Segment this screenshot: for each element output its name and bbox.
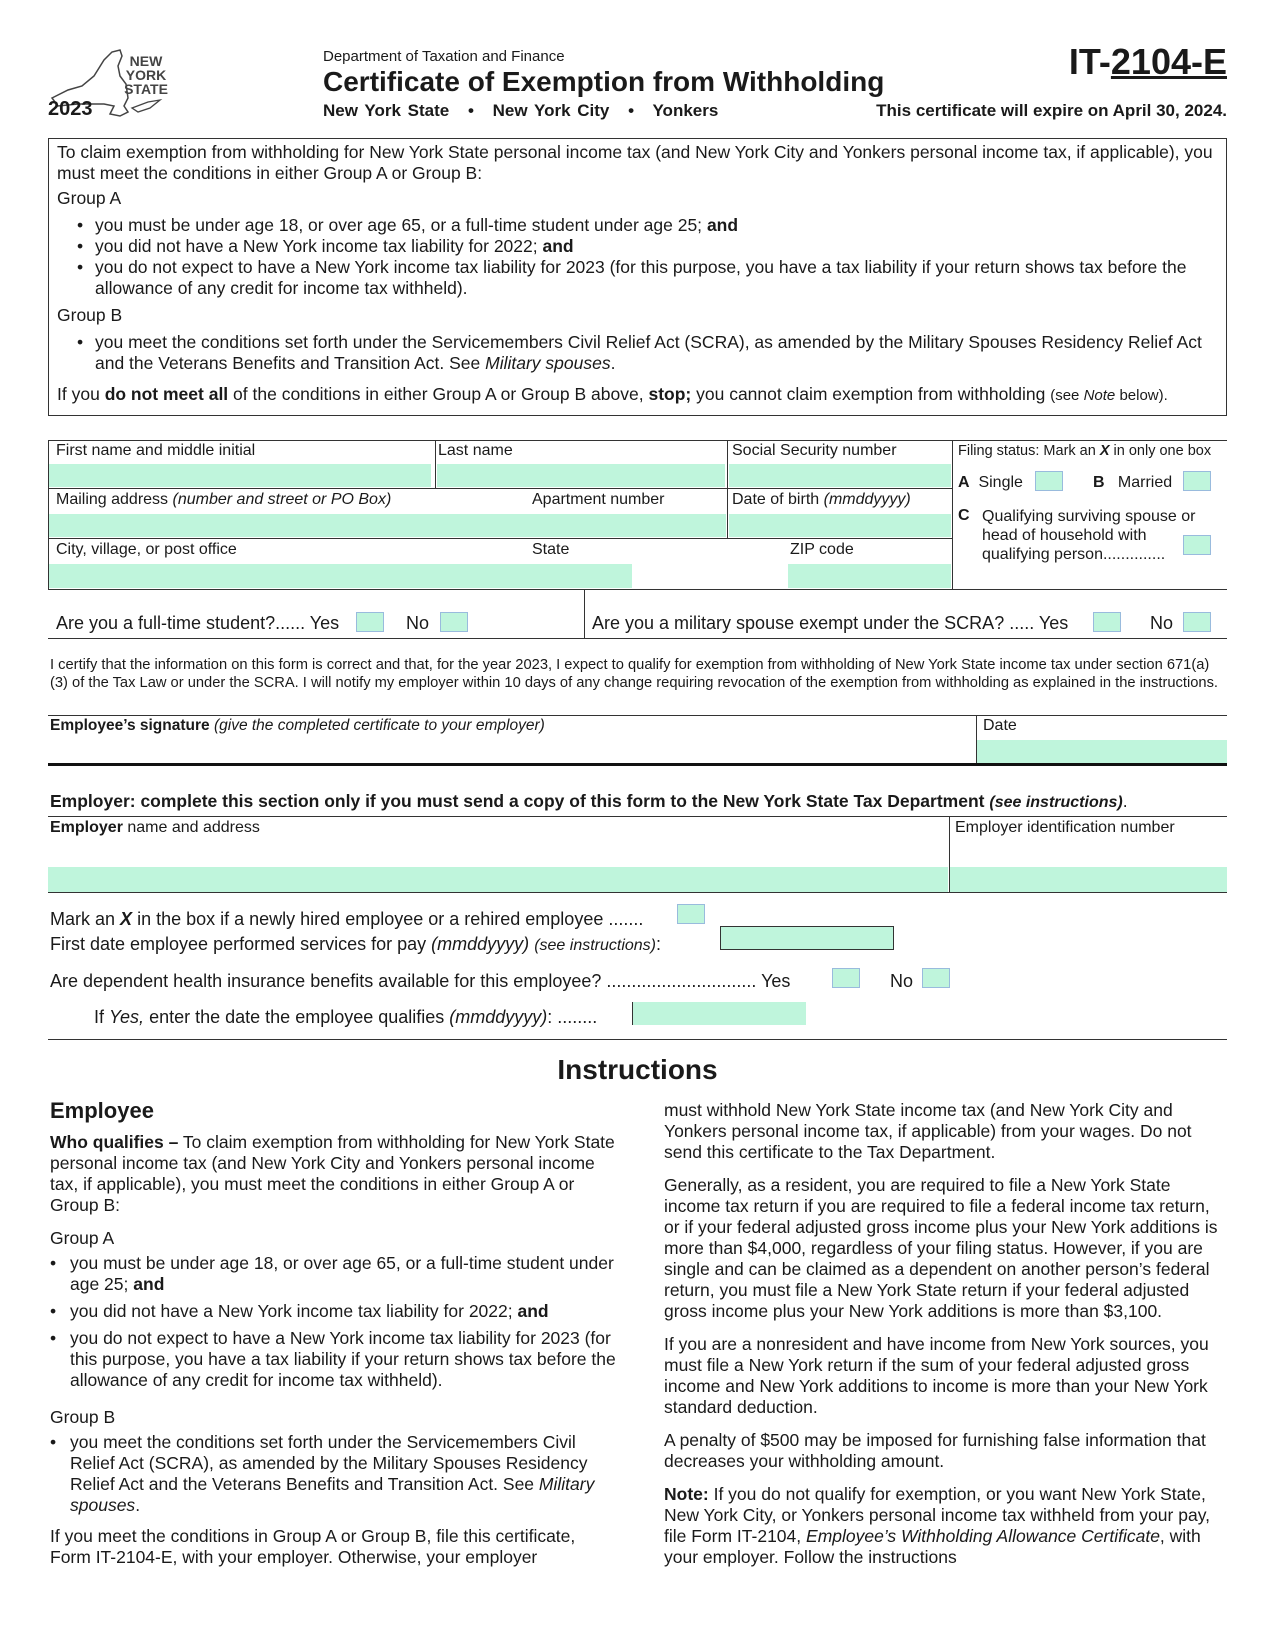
married-label: [1093, 474, 1172, 492]
employer-heading: Employer: complete this section only if you must send a copy of this form to the New York State Tax Department (see instructions).: [50, 791, 1128, 811]
divider: [435, 440, 436, 488]
dob-hint: (mmddyyyy): [823, 491, 911, 508]
separator-dot: •: [628, 101, 635, 120]
conditions-intro: To claim exemption from withholding for New York State personal income tax (and New York City and Yonkers personal income tax, if applicable), you must meet the conditions in either Group A or Group B:: [57, 142, 1213, 183]
employer-heading-hint: (see instructions): [989, 794, 1123, 811]
qualify-hint: (mmddyyyy): [449, 1007, 548, 1027]
stop-text: of the conditions in either Group A or Group B above,: [233, 384, 644, 404]
first-date-field[interactable]: [720, 926, 894, 950]
divider: [952, 440, 953, 590]
state-label: State: [532, 541, 570, 558]
logo-line-new: NEW: [129, 53, 163, 69]
and-text: and: [517, 1301, 549, 1321]
and-text: and: [133, 1274, 165, 1294]
right-paragraph-3: If you are a nonresident and have income from New York sources, you must file a New York return if the sum of your federal adjusted gross income and New York additions to income is more than your New York standard deduction.: [664, 1334, 1209, 1417]
divider: [48, 638, 1227, 639]
divider: [584, 589, 585, 638]
divider: [48, 1039, 1227, 1040]
zip-label: ZIP code: [790, 541, 854, 558]
military-no-checkbox[interactable]: [1183, 612, 1211, 632]
student-question: Are you a full-time student?...... Yes: [56, 613, 340, 633]
form-number-main: 2104-E: [1110, 41, 1227, 82]
employer-name-field[interactable]: [48, 867, 948, 892]
divider: [48, 538, 952, 539]
divider: [48, 440, 1227, 441]
filing-status-label: [958, 442, 1211, 460]
condition-a1: you must be under age 18, or over age 65, or a full-time student under age 25;: [95, 215, 703, 235]
stop-text: If you: [57, 384, 100, 404]
separator-dot: •: [467, 101, 474, 120]
divider: [48, 892, 1227, 893]
right-paragraph-4: A penalty of $500 may be imposed for furnishing false information that decreases your withholding amount.: [664, 1430, 1206, 1471]
condition-a2: you did not have a New York income tax liability for 2022;: [95, 236, 538, 256]
last-name-field[interactable]: [437, 464, 725, 487]
instr-group-b-list: [50, 1432, 618, 1516]
divider: [48, 589, 1227, 590]
who-qualifies-bold: Who qualifies –: [50, 1132, 179, 1152]
list-item: [57, 236, 1218, 257]
form-title: Certificate of Exemption from Withholding: [323, 66, 885, 97]
military-spouses-ref: Military spouses: [70, 1474, 595, 1515]
apartment-label: Apartment number: [532, 491, 665, 508]
date-label: Date: [983, 717, 1017, 734]
city-field[interactable]: [49, 564, 632, 588]
student-no-label: No: [406, 613, 430, 633]
instr-a3: you do not expect to have a New York income tax liability for 2023 (for this purpose, you have a tax liability if your return shows tax before the allowance of any credit for income tax withheld).: [70, 1328, 616, 1390]
divider: [727, 440, 728, 538]
ssn-field[interactable]: [729, 464, 951, 487]
first-name-field[interactable]: [49, 464, 431, 487]
note-text: , with your employer. Follow the instructions: [664, 1526, 1201, 1567]
list-item: [50, 1432, 618, 1516]
instructions-title: Instructions: [557, 1054, 718, 1085]
ssn-label: Social Security number: [732, 442, 897, 459]
see-text: (see: [1050, 387, 1080, 404]
signature-field[interactable]: [48, 735, 974, 763]
married-checkbox[interactable]: [1183, 471, 1211, 491]
x-mark: X: [120, 909, 133, 929]
qss-line: qualifying person..............: [982, 546, 1166, 563]
condition-a3: you do not expect to have a New York income tax liability for 2023 (for this purpose, you have a tax liability if your return shows tax before the allowance of any credit for income tax withheld).: [95, 257, 1187, 298]
dob-label: [732, 491, 911, 509]
filing-status-text: in only one box: [1113, 443, 1212, 459]
student-no-checkbox[interactable]: [440, 612, 468, 632]
qss-label: [982, 507, 1195, 564]
period: .: [135, 1495, 141, 1515]
health-question: Are dependent health insurance benefits available for this employee? .............................. Yes: [50, 971, 791, 991]
qss-line: Qualifying surviving spouse or: [982, 508, 1196, 525]
employer-name-text: name and address: [127, 819, 260, 836]
note-text: If you do not qualify for exemption, or you want New York State, New York City, or Yonkers personal income tax withheld from your pay, file Form IT-2104,: [664, 1484, 1211, 1546]
jurisdiction-yonkers: Yonkers: [652, 101, 719, 120]
divider: [48, 763, 1227, 766]
health-yes-checkbox[interactable]: [832, 968, 860, 988]
divider: [48, 715, 1227, 716]
conditions-box: [48, 138, 1227, 416]
expiry-notice: This certificate will expire on April 30, 2024.: [876, 101, 1227, 120]
group-b-label: Group B: [57, 305, 123, 325]
mark-text: Mark an: [50, 909, 116, 929]
military-no-label: No: [1150, 613, 1174, 633]
certification-text: I certify that the information on this form is correct and that, for the year 2023, I expect to qualify for exemption from withholding of New York State income tax under section 671(a)(3) of the Tax Law or under the SCRA. I will notify my employer within 10 days of any change requiring revocation of the exemption from withholding as explained in the instructions.: [50, 657, 1218, 691]
and-text: and: [706, 215, 739, 235]
logo-line-state: STATE: [124, 81, 168, 97]
jurisdictions: [323, 101, 718, 121]
jurisdiction-nys: New York State: [323, 101, 450, 120]
list-item: [50, 1328, 618, 1391]
who-qualifies: [50, 1132, 618, 1216]
group-b-list: [57, 332, 1218, 374]
and-text: and: [542, 236, 574, 256]
ein-field[interactable]: [950, 867, 1227, 892]
note-paragraph: [664, 1484, 1229, 1568]
filing-status-text: Filing status: Mark an: [958, 443, 1096, 459]
dob-field[interactable]: [729, 514, 951, 537]
first-name-label: First name and middle initial: [56, 442, 256, 459]
dob-text: Date of birth: [732, 491, 820, 508]
qualify-date-field[interactable]: [632, 1002, 806, 1025]
mailing-address-hint: (number and street or PO Box): [172, 491, 392, 508]
city-label: City, village, or post office: [56, 541, 237, 558]
department-name: Department of Taxation and Finance: [323, 48, 565, 65]
health-no-label: No: [890, 971, 914, 991]
first-date-see: (see instructions): [534, 937, 657, 954]
option-letter: A: [958, 474, 970, 491]
nys-logo: [48, 46, 178, 120]
first-date-text: First date employee performed services for pay: [50, 934, 427, 954]
employer-name-label: [50, 819, 260, 837]
instr-a1: you must be under age 18, or over age 65, or a full-time student under age 25;: [70, 1253, 614, 1294]
instr-a2: you did not have a New York income tax liability for 2022;: [70, 1301, 513, 1321]
instructions-right-column: [664, 1100, 1229, 1568]
zip-field[interactable]: [788, 564, 951, 588]
signature-hint: (give the completed certificate to your employer): [213, 717, 545, 734]
first-date-label: [50, 934, 661, 956]
list-item: [50, 1253, 618, 1295]
dots: : ........: [547, 1007, 598, 1027]
military-yes-checkbox[interactable]: [1093, 612, 1121, 632]
group-a-list: [57, 215, 1218, 299]
see-note: [1050, 387, 1168, 404]
qualify-text: enter the date the employee qualifies: [149, 1007, 445, 1027]
jurisdiction-nyc: New York City: [492, 101, 610, 120]
single-label: [958, 474, 1023, 492]
stop-text: you cannot claim exemption from withholding: [696, 384, 1046, 404]
if-text: If: [94, 1007, 105, 1027]
rehired-checkbox[interactable]: [677, 904, 705, 924]
mailing-address-label: [56, 491, 391, 509]
instr-b1: you meet the conditions set forth under the Servicemembers Civil Relief Act (SCRA), as amended by the Military Spouses Residency Relief Act and the Veterans Benefits and Transition Act. See: [70, 1432, 588, 1494]
x-mark: X: [1099, 443, 1110, 459]
condition-b1: you meet the conditions set forth under the Servicemembers Civil Relief Act (SCRA), as amended by the Military Spouses Residency Relief Act and the Veterans Benefits and Transition Act. See: [95, 332, 1202, 373]
note-ref: Note: [1083, 387, 1116, 404]
mark-text: in the box if a newly hired employee or a rehired employee .......: [137, 909, 644, 929]
option-letter: B: [1093, 474, 1105, 491]
note-form-ref: Employee’s Withholding Allowance Certificate: [806, 1526, 1160, 1546]
last-name-label: Last name: [438, 442, 513, 459]
period: .: [610, 353, 616, 373]
employee-heading: Employee: [50, 1098, 154, 1123]
student-yes-checkbox[interactable]: [356, 612, 384, 632]
right-paragraph-1: must withhold New York State income tax (and New York City and Yonkers personal income tax, if applicable) from your wages. Do not send this certificate to the Tax Department.: [664, 1100, 1192, 1162]
rehired-label: [50, 909, 643, 930]
instructions-left-column: [50, 1098, 618, 1568]
stop-notice: [57, 384, 1218, 406]
date-field[interactable]: [977, 740, 1227, 763]
file-paragraph: If you meet the conditions in Group A or Group B, file this certificate, Form IT-2104-E, with your employer. Otherwise, your employer: [50, 1526, 576, 1567]
logo-text: [116, 54, 176, 96]
right-paragraph-2: Generally, as a resident, you are required to file a New York State income tax return if you are required to file a federal income tax return, or if your federal adjusted gross income plus your New York additions is more than $4,000, regardless of your filing status. However, if you are single and can be claimed as a dependent on another person’s federal return, you must file a New York State return if your federal adjusted gross income plus your New York additions is more than $3,100.: [664, 1175, 1218, 1321]
qualify-date-label: [94, 1007, 597, 1028]
signature-text: Employee’s signature: [50, 717, 210, 734]
group-b-label: Group B: [50, 1407, 116, 1427]
single-text: Single: [978, 474, 1023, 491]
yes-ref: Yes,: [109, 1007, 145, 1027]
who-qualifies-text: To claim exemption from withholding for New York State personal income tax (and New York City and Yonkers personal income tax, if applicable), you must meet the conditions in either Group A or Group B:: [50, 1132, 615, 1215]
stop-text-bold: stop;: [648, 384, 692, 404]
logo-line-york: YORK: [125, 67, 167, 83]
list-item: [57, 332, 1218, 374]
group-a-label: Group A: [57, 188, 122, 208]
note-bold: Note:: [664, 1484, 709, 1504]
mailing-address-text: Mailing address: [56, 491, 169, 508]
signature-label: [50, 717, 545, 735]
group-a-label: Group A: [50, 1228, 115, 1248]
divider: [48, 488, 952, 489]
list-item: [57, 215, 1218, 236]
ein-label: Employer identification number: [955, 819, 1175, 836]
qss-line: head of household with: [982, 527, 1147, 544]
form-year: 2023: [48, 98, 93, 120]
list-item: [50, 1301, 618, 1322]
single-checkbox[interactable]: [1035, 471, 1063, 491]
employer-heading-text: Employer: complete this section only if you must send a copy of this form to the New York State Tax Department: [50, 791, 985, 811]
first-date-hint: (mmddyyyy): [431, 934, 530, 954]
health-no-checkbox[interactable]: [922, 968, 950, 988]
military-spouses-ref: Military spouses: [485, 353, 611, 373]
divider: [48, 816, 1227, 817]
colon: :: [656, 934, 662, 954]
list-item: [57, 257, 1218, 299]
stop-text-bold: do not meet all: [104, 384, 229, 404]
mailing-address-field[interactable]: [49, 514, 726, 537]
below-text: below).: [1119, 387, 1168, 404]
instr-group-a-list: [50, 1253, 618, 1391]
employer-bold: Employer: [50, 819, 123, 836]
qss-checkbox[interactable]: [1183, 535, 1211, 555]
form-number-prefix: IT-: [1068, 41, 1111, 82]
option-c-letter: C: [958, 507, 970, 524]
form-number: [1069, 42, 1227, 82]
military-question: Are you a military spouse exempt under the SCRA? ..... Yes: [592, 613, 1069, 633]
married-text: Married: [1117, 474, 1173, 491]
